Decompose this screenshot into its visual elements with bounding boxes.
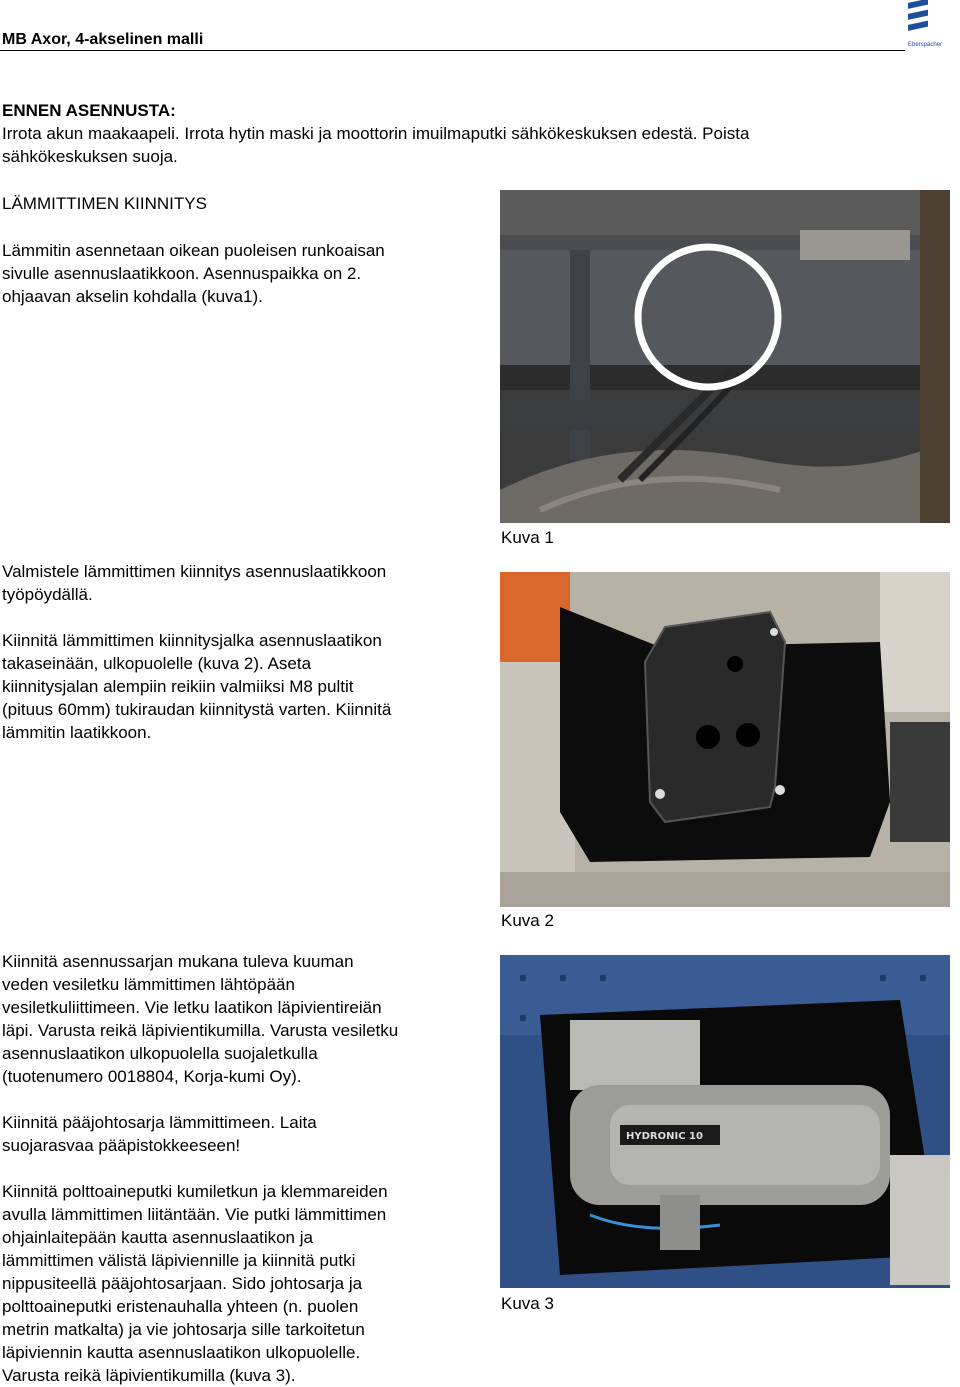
before-heading: ENNEN ASENNUSTA: <box>2 101 176 120</box>
paragraph-6-line-1: Kiinnitä polttoaineputki kumiletkun ja klemmareiden <box>2 1182 388 1201</box>
mount-heading: LÄMMITTIMEN KIINNITYS <box>2 194 207 213</box>
logo-wordmark: Eberspächer <box>908 42 943 48</box>
paragraph-2-line-1: Valmistele lämmittimen kiinnitys asennuslaatikkoon <box>2 562 387 581</box>
paragraph-6-line-3: ohjainlaitepään kautta asennuslaatikon ja <box>2 1228 313 1247</box>
photo-heater-in-box <box>500 955 950 1288</box>
paragraph-4-line-3: vesiletkuliittimeen. Vie letku laatikon läpivientireiän <box>2 998 382 1017</box>
paragraph-3-line-2: takaseinään, ulkopuolelle (kuva 2). Aseta <box>2 654 312 673</box>
photo-mounting-box <box>500 572 950 907</box>
before-line-2: sähkökeskuksen suoja. <box>2 147 178 166</box>
paragraph-1-line-1: Lämmitin asennetaan oikean puoleisen runkoaisan <box>2 241 385 260</box>
paragraph-6-line-6: polttoaineputki eristenauhalla yhteen (n. puolen <box>2 1297 359 1316</box>
paragraph-4-line-1: Kiinnitä asennussarjan mukana tuleva kuuman <box>2 952 354 971</box>
paragraph-3-line-4: (pituus 60mm) tukiraudan kiinnitystä varten. Kiinnitä <box>2 700 392 719</box>
paragraph-6-line-2: avulla lämmittimen liitäntään. Vie putki lämmittimen <box>2 1205 387 1224</box>
before-line-1: Irrota akun maakaapeli. Irrota hytin maski ja moottorin imuilmaputki sähkökeskuksen edestä. Poista <box>2 124 750 143</box>
paragraph-5-line-1: Kiinnitä pääjohtosarja lämmittimeen. Laita <box>2 1113 317 1132</box>
paragraph-6-line-8: läpiviennin kautta asennuslaatikon ulkopuolelle. <box>2 1343 361 1362</box>
paragraph-5-line-2: suojarasvaa pääpistokkeeseen! <box>2 1136 241 1155</box>
paragraph-4-line-5: asennuslaatikon ulkopuolella suojaletkulla <box>2 1044 318 1063</box>
paragraph-4-line-2: veden vesiletku lämmittimen lähtöpään <box>2 975 295 994</box>
paragraph-4-line-4: läpi. Varusta reikä läpivientikumilla. Varusta vesiletku <box>2 1021 399 1040</box>
document-header-title: MB Axor, 4-akselinen malli <box>2 31 204 48</box>
photo-truck-frame <box>500 190 950 523</box>
paragraph-6-line-5: nippusiteellä pääjohtosarjaan. Sido johtosarja ja <box>2 1274 363 1293</box>
paragraph-6-line-4: lämmittimen välistä läpiviennille ja kiinnitä putki <box>2 1251 356 1270</box>
figure-2-caption: Kuva 2 <box>501 911 554 930</box>
paragraph-1-line-2: sivulle asennuslaatikkoon. Asennuspaikka on 2. <box>2 264 362 283</box>
paragraph-2-line-2: työpöydällä. <box>2 585 93 604</box>
figure-3-caption: Kuva 3 <box>501 1294 554 1313</box>
figure-1-caption: Kuva 1 <box>501 528 554 547</box>
paragraph-6-line-9: Varusta reikä läpivientikumilla (kuva 3). <box>2 1366 296 1385</box>
header-rule <box>0 50 905 51</box>
paragraph-1-line-3: ohjaavan akselin kohdalla (kuva1). <box>2 287 263 306</box>
heater-model-label: HYDRONIC 10 <box>626 1131 703 1142</box>
paragraph-3-line-5: lämmitin laatikkoon. <box>2 723 152 742</box>
paragraph-3-line-3: kiinnitysjalan alempiin reikiin valmiiksi M8 pultit <box>2 677 354 696</box>
paragraph-3-line-1: Kiinnitä lämmittimen kiinnitysjalka asennuslaatikon <box>2 631 382 650</box>
paragraph-6-line-7: metrin matkalta) ja vie johtosarja sille tarkoitetun <box>2 1320 365 1339</box>
paragraph-4-line-6: (tuotenumero 0018804, Korja-kumi Oy). <box>2 1067 302 1086</box>
